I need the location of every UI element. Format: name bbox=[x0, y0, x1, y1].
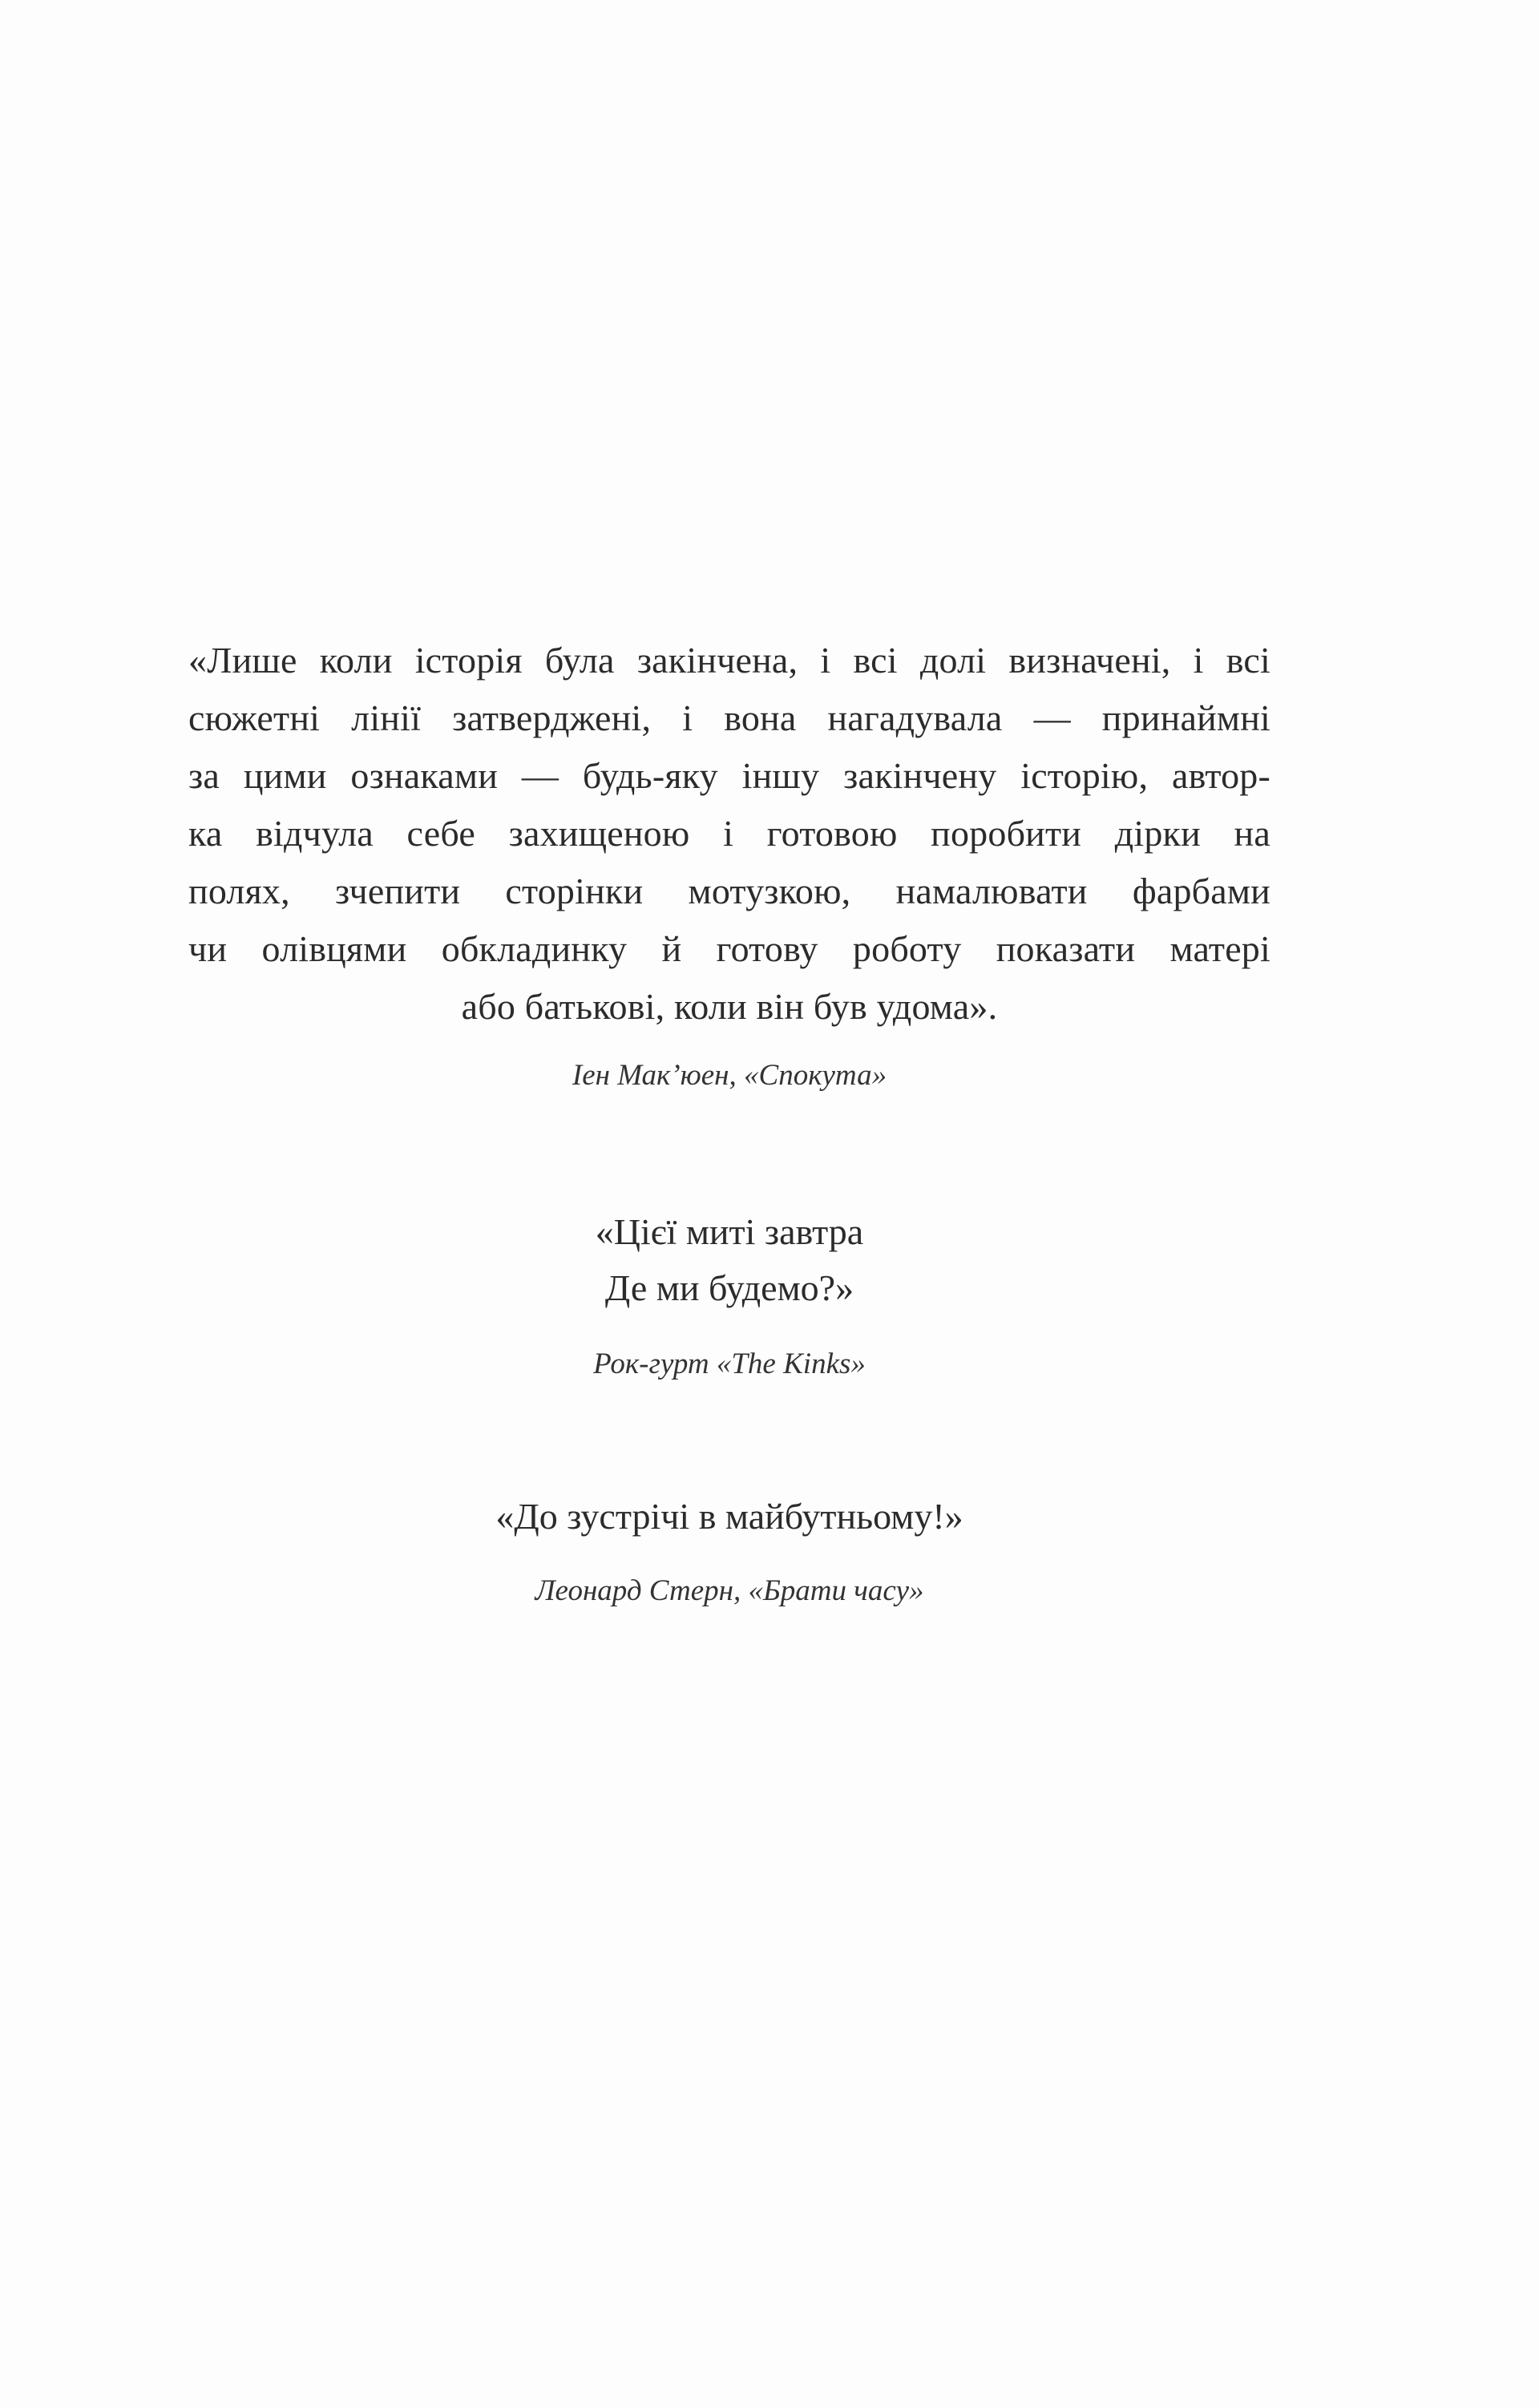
epigraph-mcewan-attribution: Іен Мак’юен, «Спокута» bbox=[572, 1059, 887, 1092]
quote-line: за цими ознаками — будь-яку іншу закінчену історію, автор- bbox=[188, 755, 1270, 796]
epigraph-kinks-quote bbox=[0, 1204, 1459, 1316]
epigraph-mcewan-quote bbox=[188, 632, 1270, 1036]
quote-line: полях, зчепити сторінки мотузкою, намалювати фарбами bbox=[188, 871, 1270, 911]
quote-line: «Цієї миті завтра bbox=[595, 1211, 864, 1252]
epigraph-kinks-attribution: Рок-гурт «The Kinks» bbox=[593, 1347, 866, 1380]
quote-line: «До зустрічі в майбутньому!» bbox=[495, 1496, 963, 1537]
quote-line: ка відчула себе захищеною і готовою поробити дірки на bbox=[188, 813, 1270, 854]
quote-line: сюжетні лінії затверджені, і вона нагадувала — принаймні bbox=[188, 697, 1270, 738]
epigraph-stern-quote bbox=[0, 1489, 1459, 1545]
quote-line: або батькові, коли він був удома». bbox=[461, 986, 998, 1027]
quote-line: «Лише коли історія була закінчена, і всі долі визначені, і всі bbox=[188, 640, 1270, 681]
quote-line: чи олівцями обкладинку й готову роботу показати матері bbox=[188, 928, 1270, 969]
quote-line: Де ми будемо?» bbox=[604, 1267, 854, 1308]
epigraph-stern-attribution: Леонард Стерн, «Брати часу» bbox=[535, 1574, 924, 1607]
